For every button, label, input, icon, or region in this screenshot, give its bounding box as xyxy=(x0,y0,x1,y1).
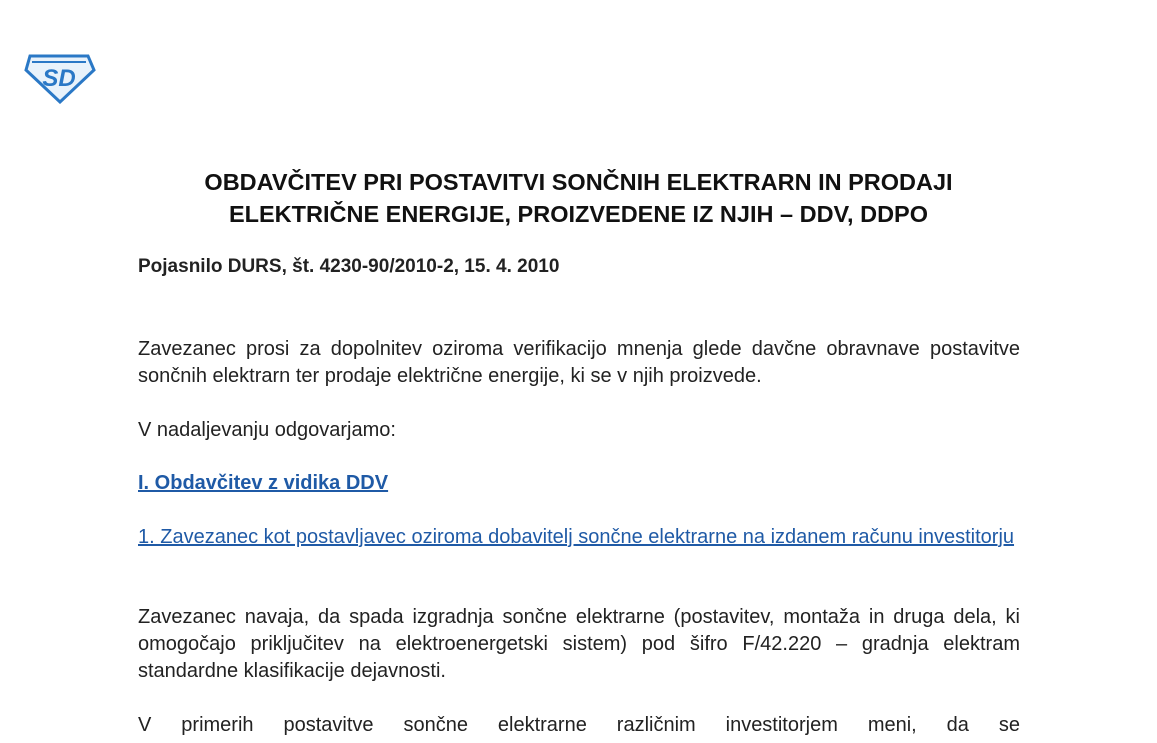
title-line-1: OBDAVČITEV PRI POSTAVITVI SONČNIH ELEKTRARN IN PRODAJI xyxy=(204,169,953,195)
subsection-heading-1[interactable]: 1. Zavezanec kot postavljavec oziroma dobavitelj sončne elektrarne na izdanem računu investitorju xyxy=(138,526,1015,548)
document-subtitle: Pojasnilo DURS, št. 4230-90/2010-2, 15. 4. 2010 xyxy=(138,256,560,277)
title-line-2: ELEKTRIČNE ENERGIJE, PROIZVEDENE IZ NJIH – DDV, DDPO xyxy=(228,201,929,227)
body-paragraph-2: V primerih postavitve sončne elektrarne različnim investitorjem meni, da se xyxy=(138,714,1020,736)
section-heading-ddv[interactable]: I. Obdavčitev z vidika DDV xyxy=(138,472,389,494)
intro-paragraph: Zavezanec prosi za dopolnitev oziroma verifikacijo mnenja glede davčne obravnave postavitve sončnih elektrarn ter prodaje električne energije, ki se v njih proizvede. xyxy=(138,338,1020,387)
body-paragraph-1: Zavezanec navaja, da spada izgradnja sončne elektrarne (postavitev, montaža in druga dela, ki omogočajo priključitev na elektroenergetski sistem) pod šifro F/42.220 – gradnja elektram standardne klasifikacije dejavnosti. xyxy=(138,606,1020,682)
document-title xyxy=(110,166,1047,230)
reply-paragraph: V nadaljevanju odgovarjamo: xyxy=(138,419,396,441)
logo xyxy=(22,50,96,104)
sd-shield-logo-icon xyxy=(22,50,96,104)
logo-lettering: SD xyxy=(42,65,76,92)
